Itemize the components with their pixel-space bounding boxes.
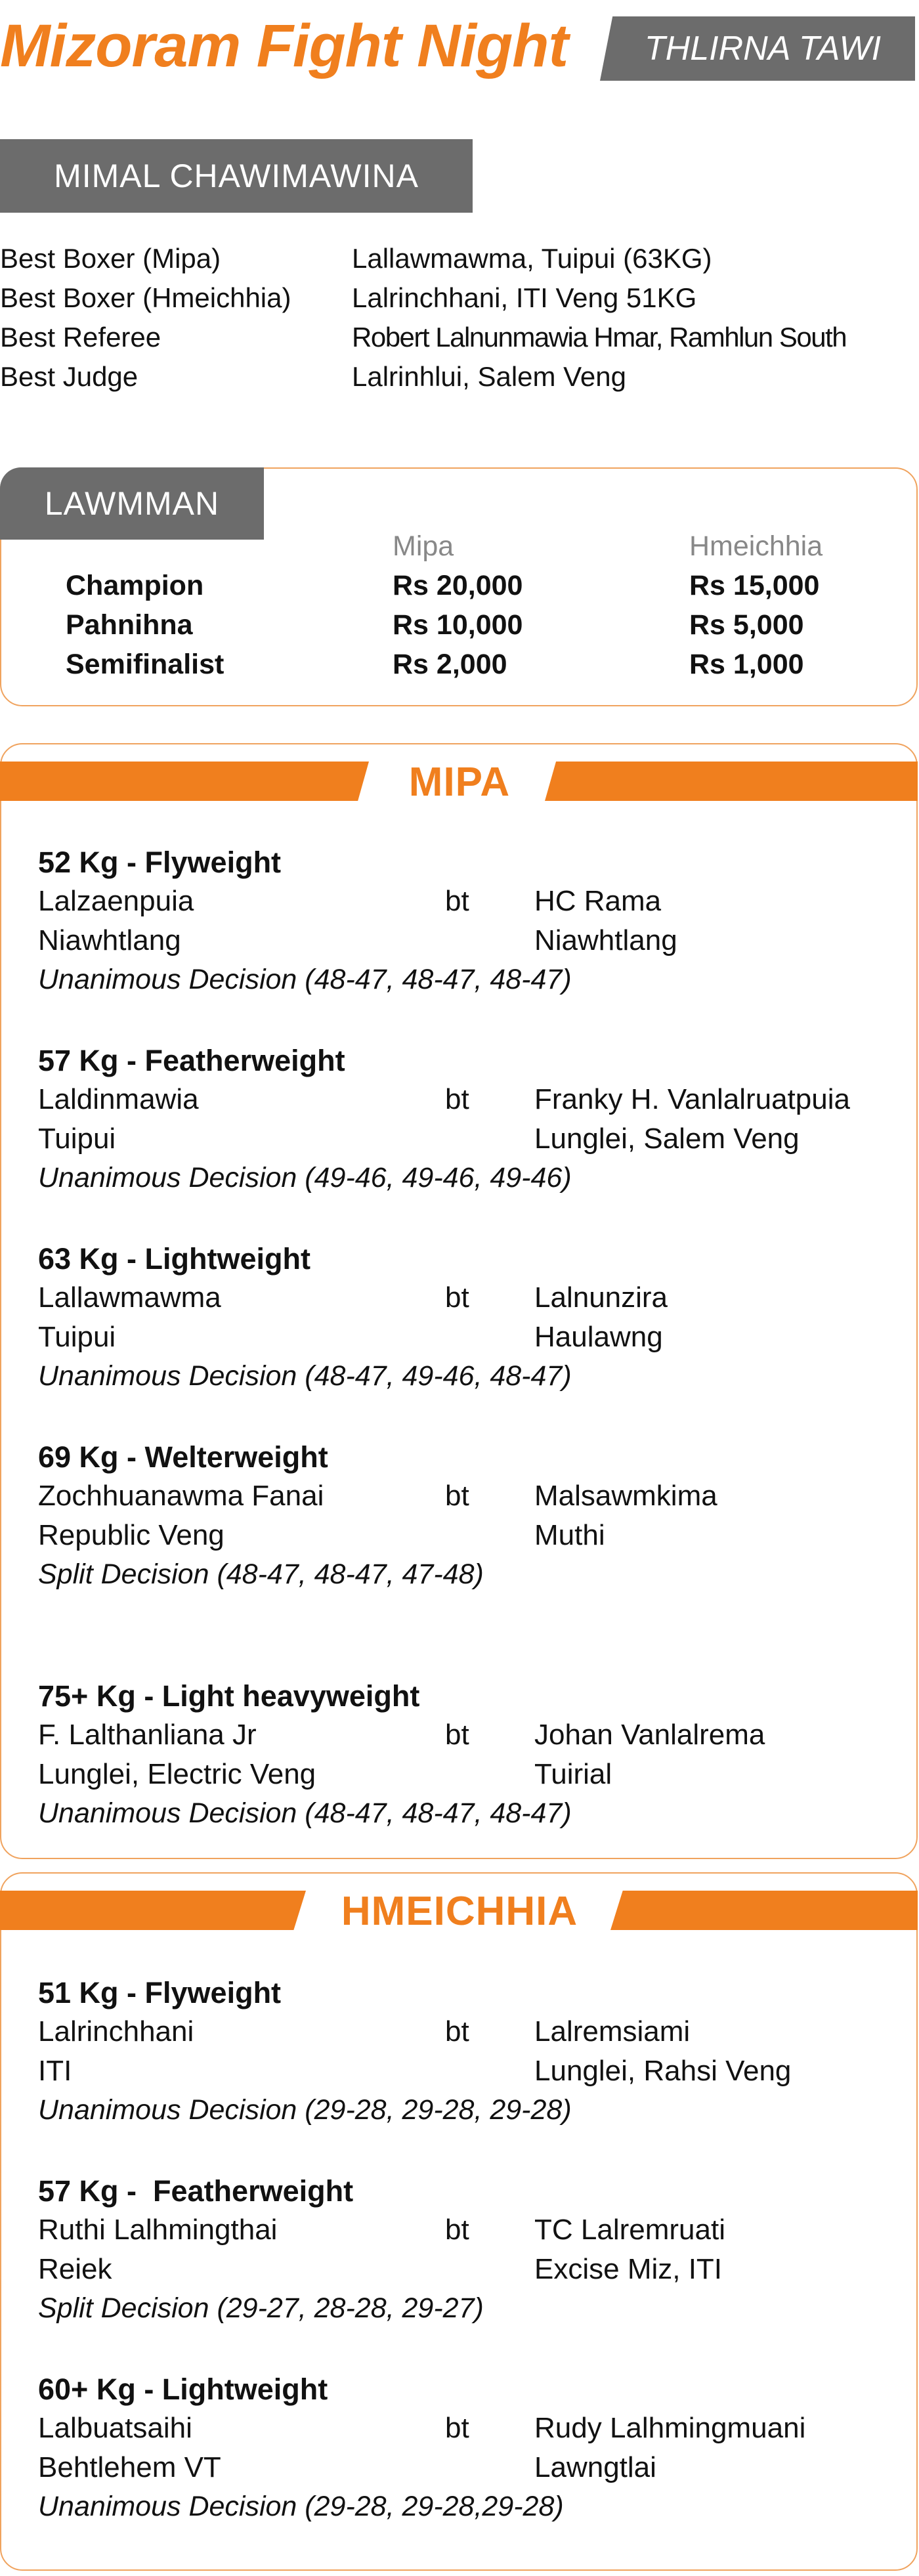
bout-weight-class: 75+ Kg - Light heavyweight: [38, 1679, 420, 1713]
award-name: Best Judge: [0, 361, 139, 392]
bout-loser: HC Rama: [534, 885, 662, 917]
prize-mipa: Rs 2,000: [393, 649, 507, 680]
awards-label: MIMAL CHAWIMAWINA: [0, 139, 473, 213]
mipa-section-title: MIPA: [408, 760, 511, 805]
prize-place: Semifinalist: [66, 649, 224, 680]
award-name: Best Referee: [0, 322, 161, 353]
bout-loser: Johan Vanlalrema: [534, 1719, 765, 1751]
bout-loser-from: Muthi: [534, 1519, 605, 1551]
bout-winner-from: Lunglei, Electric Veng: [38, 1758, 316, 1790]
award-name: Best Boxer (Hmeichhia): [0, 282, 291, 313]
bout-beat-label: bt: [445, 1083, 469, 1115]
bout-loser: Rudy Lalhmingmuani: [534, 2412, 806, 2444]
bout-weight-class: 57 Kg - Featherweight: [38, 2174, 354, 2208]
bout-winner-from: ITI: [38, 2055, 72, 2087]
bout-loser-from: Lunglei, Salem Veng: [534, 1123, 800, 1155]
award-winner: Lalrinchhani, ITI Veng 51KG: [352, 282, 697, 313]
award-winner: Lalrinhlui, Salem Veng: [352, 361, 626, 392]
page-title: Mizoram Fight Night: [0, 12, 568, 79]
bout-winner: Lalzaenpuia: [38, 885, 194, 917]
bout-loser-from: Lawngtlai: [534, 2451, 656, 2483]
award-winner: Robert Lalnunmawia Hmar, Ramhlun South: [352, 322, 847, 353]
mipa-section-header: [0, 760, 919, 805]
prize-hmeichhia: Rs 1,000: [689, 649, 804, 680]
bout-weight-class: 60+ Kg - Lightweight: [38, 2372, 328, 2406]
prize-mipa: Rs 10,000: [393, 609, 523, 641]
bout-winner-from: Tuipui: [38, 1123, 116, 1155]
bout-decision: Unanimous Decision (29-28, 29-28,29-28): [38, 2491, 564, 2522]
bout-loser: Lalnunzira: [534, 1281, 668, 1314]
prize-header-hmeichhia: Hmeichhia: [689, 530, 823, 562]
bout-loser-from: Excise Miz, ITI: [534, 2253, 723, 2285]
bout-decision: Unanimous Decision (48-47, 48-47, 48-47): [38, 1797, 572, 1829]
prize-mipa: Rs 20,000: [393, 570, 523, 601]
bout-loser-from: Tuirial: [534, 1758, 612, 1790]
bout-loser: TC Lalremruati: [534, 2214, 725, 2246]
prize-place: Pahnihna: [66, 609, 193, 641]
result-summary-tag-label: THLIRNA TAWI: [644, 30, 882, 68]
bout-winner: Ruthi Lalhmingthai: [38, 2214, 278, 2246]
bout-winner-from: Republic Veng: [38, 1519, 224, 1551]
bout-loser-from: Niawhtlang: [534, 924, 677, 956]
hmeichhia-section-header: [0, 1889, 919, 1934]
bout-beat-label: bt: [445, 1719, 469, 1751]
bout-loser: Malsawmkima: [534, 1480, 717, 1512]
bout-winner: Lalrinchhani: [38, 2015, 194, 2048]
bout-decision: Split Decision (29-27, 28-28, 29-27): [38, 2292, 484, 2324]
bout-beat-label: bt: [445, 2214, 469, 2246]
bout-winner: Laldinmawia: [38, 1083, 199, 1115]
prize-hmeichhia: Rs 15,000: [689, 570, 820, 601]
bout-decision: Unanimous Decision (49-46, 49-46, 49-46): [38, 1162, 572, 1193]
bout-decision: Unanimous Decision (48-47, 48-47, 48-47): [38, 964, 572, 995]
award-name: Best Boxer (Mipa): [0, 243, 221, 274]
bout-winner-from: Niawhtlang: [38, 924, 181, 956]
bout-weight-class: 69 Kg - Welterweight: [38, 1440, 328, 1474]
bout-loser-from: Haulawng: [534, 1321, 663, 1353]
bout-beat-label: bt: [445, 1281, 469, 1314]
bout-loser: Lalremsiami: [534, 2015, 691, 2048]
bout-weight-class: 52 Kg - Flyweight: [38, 846, 282, 879]
prize-place: Champion: [66, 570, 204, 601]
bout-loser-from: Lunglei, Rahsi Veng: [534, 2055, 792, 2087]
bout-beat-label: bt: [445, 1480, 469, 1512]
bout-beat-label: bt: [445, 2412, 469, 2444]
prize-header-mipa: Mipa: [393, 530, 454, 562]
bout-weight-class: 57 Kg - Featherweight: [38, 1044, 345, 1077]
bout-winner: Lallawmawma: [38, 1281, 221, 1314]
bout-winner-from: Behtlehem VT: [38, 2451, 221, 2483]
bout-winner: Zochhuanawma Fanai: [38, 1480, 324, 1512]
bout-beat-label: bt: [445, 885, 469, 917]
prize-label: LAWMMAN: [0, 467, 264, 540]
bout-winner: F. Lalthanliana Jr: [38, 1719, 257, 1751]
hmeichhia-section-title: HMEICHHIA: [341, 1889, 578, 1934]
bout-weight-class: 63 Kg - Lightweight: [38, 1242, 310, 1276]
bout-winner: Lalbuatsaihi: [38, 2412, 192, 2444]
bout-decision: Unanimous Decision (48-47, 49-46, 48-47): [38, 1360, 572, 1392]
result-summary-tag: [600, 16, 915, 81]
bout-beat-label: bt: [445, 2015, 469, 2048]
bout-decision: Unanimous Decision (29-28, 29-28, 29-28): [38, 2094, 572, 2126]
prize-hmeichhia: Rs 5,000: [689, 609, 804, 641]
bout-decision: Split Decision (48-47, 48-47, 47-48): [38, 1558, 484, 1590]
bout-winner-from: Tuipui: [38, 1321, 116, 1353]
bout-loser: Franky H. Vanlalruatpuia: [534, 1083, 850, 1115]
award-winner: Lallawmawma, Tuipui (63KG): [352, 243, 712, 274]
bout-weight-class: 51 Kg - Flyweight: [38, 1976, 282, 2009]
bout-winner-from: Reiek: [38, 2253, 112, 2285]
